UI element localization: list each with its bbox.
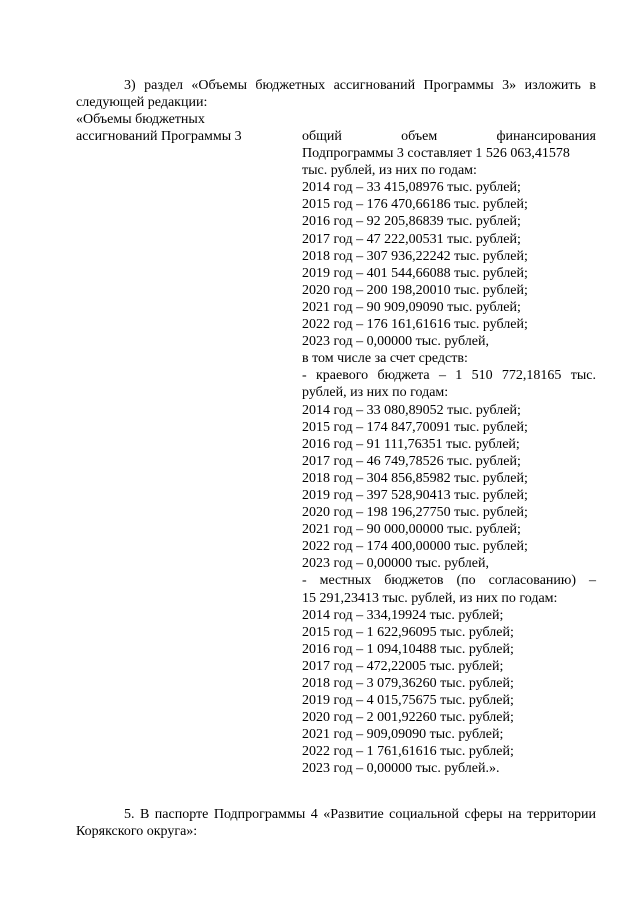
intro-paragraph: 3) раздел «Объемы бюджетных ассигнований Программы 3» изложить в следующей редакции: xyxy=(76,78,596,111)
local-year-line: 2019 год – 4 015,75675 тыс. рублей; xyxy=(302,693,514,709)
regional-year-line: 2023 год – 0,00000 тыс. рублей, xyxy=(302,556,489,572)
total-year-line: 2021 год – 90 909,09090 тыс. рублей; xyxy=(302,299,521,315)
regional-year-line: 2019 год – 397 528,90413 тыс. рублей; xyxy=(302,487,528,503)
total-year-line: 2019 год – 401 544,66088 тыс. рублей; xyxy=(302,265,528,281)
total-year-line: 2014 год – 33 415,08976 тыс. рублей; xyxy=(302,180,521,196)
local-line-2: 15 291,23413 тыс. рублей, из них по годам: xyxy=(302,590,558,606)
local-year-line: 2022 год – 1 761,61616 тыс. рублей; xyxy=(302,744,514,760)
local-year-line: 2014 год – 334,19924 тыс. рублей; xyxy=(302,607,504,623)
row-label-line-1: «Объемы бюджетных xyxy=(76,112,205,127)
total-year-line: 2018 год – 307 936,22242 тыс. рублей; xyxy=(302,248,528,264)
regional-line-1: - краевого бюджета – 1 510 772,18165 тыс. xyxy=(302,368,596,384)
local-year-line: 2020 год – 2 001,92260 тыс. рублей; xyxy=(302,710,514,726)
total-year-line: 2020 год – 200 198,20010 тыс. рублей; xyxy=(302,282,528,298)
local-year-line: 2018 год – 3 079,36260 тыс. рублей; xyxy=(302,676,514,691)
local-year-line: 2016 год – 1 094,10488 тыс. рублей; xyxy=(302,641,514,657)
total-line-1: общий объем финансирования xyxy=(302,129,596,144)
total-year-line: 2023 год – 0,00000 тыс. рублей, xyxy=(302,334,489,350)
local-year-line: 2017 год – 472,22005 тыс. рублей; xyxy=(302,658,504,674)
total-year-line: 2015 год – 176 470,66186 тыс. рублей; xyxy=(302,197,528,213)
row-label-line-2: ассигнований Программы 3 xyxy=(76,129,242,145)
regional-year-line: 2017 год – 46 749,78526 тыс. рублей; xyxy=(302,453,521,469)
local-year-line: 2021 год – 909,09090 тыс. рублей; xyxy=(302,727,504,743)
row-content xyxy=(302,128,596,778)
including-line: в том числе за счет средств: xyxy=(302,351,468,367)
total-line-3: тыс. рублей, из них по годам: xyxy=(302,163,477,179)
local-line-1: - местных бюджетов (по согласованию) – xyxy=(302,573,596,589)
regional-year-line: 2021 год – 90 000,00000 тыс. рублей; xyxy=(302,522,521,538)
regional-year-line: 2022 год – 174 400,00000 тыс. рублей; xyxy=(302,539,528,555)
local-year-line: 2015 год – 1 622,96095 тыс. рублей; xyxy=(302,624,514,640)
regional-year-line: 2015 год – 174 847,70091 тыс. рублей; xyxy=(302,419,528,435)
local-year-line: 2023 год – 0,00000 тыс. рублей.». xyxy=(302,761,500,777)
section-5-paragraph: 5. В паспорте Подпрограммы 4 «Развитие социальной сферы на территории Корякского округа»: xyxy=(76,807,596,840)
row-label xyxy=(76,111,276,145)
regional-year-line: 2018 год – 304 856,85982 тыс. рублей; xyxy=(302,470,528,486)
regional-year-line: 2014 год – 33 080,89052 тыс. рублей; xyxy=(302,402,521,418)
total-year-line: 2017 год – 47 222,00531 тыс. рублей; xyxy=(302,231,521,247)
regional-line-2: рублей, из них по годам: xyxy=(302,385,449,401)
total-year-line: 2022 год – 176 161,61616 тыс. рублей; xyxy=(302,317,528,333)
total-line-2: Подпрограммы 3 составляет 1 526 063,41578 xyxy=(302,146,570,162)
regional-year-line: 2020 год – 198 196,27750 тыс. рублей; xyxy=(302,505,528,521)
total-year-line: 2016 год – 92 205,86839 тыс. рублей; xyxy=(302,214,521,230)
regional-year-line: 2016 год – 91 111,76351 тыс. рублей; xyxy=(302,436,520,452)
